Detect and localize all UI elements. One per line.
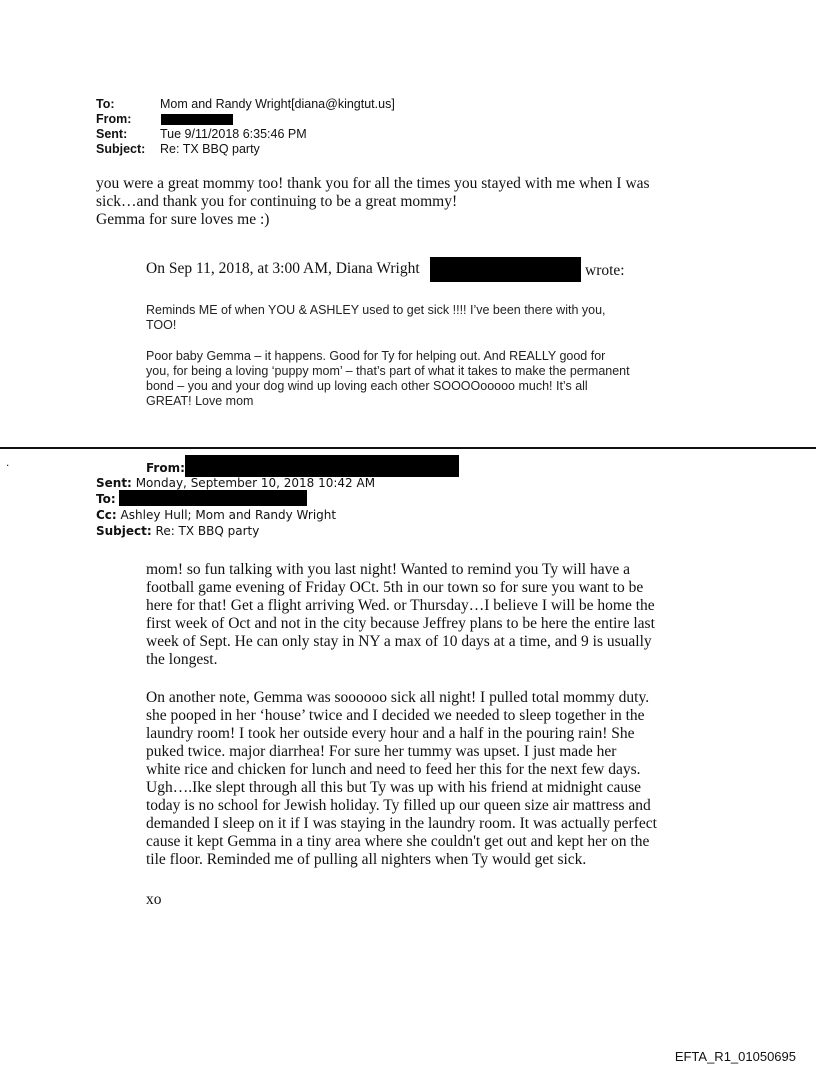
quote-paragraph-1: Reminds ME of when YOU & ASHLEY used to get sick !!!! I’ve been there with you, TOO! — [146, 303, 606, 332]
redaction-fwd-from — [185, 455, 459, 477]
original-paragraph-1: mom! so fun talking with you last night! Wanted to remind you Ty will have a football game evening of Friday OCt. 5th in our town so for sure you want to be here for that! Get a flight arriving Wed. or Thursday…I believe I will be home the first week of Oct and not in the city because Jeffrey plans to be here the entire last week of Sept. He can only stay in NY a max of 10 days at a time, and 9 is usually the longest. — [146, 561, 655, 668]
divider-line — [0, 447, 816, 449]
header-subject — [96, 142, 260, 157]
to-label: To: — [96, 97, 115, 111]
sent-label: Sent: — [96, 127, 128, 141]
quote-intro — [146, 259, 420, 279]
quote-intro-suffix: wrote: — [585, 262, 625, 279]
fwd-sent — [96, 476, 375, 490]
fwd-to-label: To: — [96, 492, 116, 506]
redaction-quote-email — [430, 257, 581, 282]
original-paragraph-2: On another note, Gemma was soooooo sick all night! I pulled total mommy duty. she pooped in her ‘house’ twice and I decided we needed to sleep together in the laundry room! I took her outside every hour and a half in the pouring rain! She puked twice. major diarrhea! For sure her tummy was upset. I just made her white rice and chicken for lunch and need to feed her this for the next few days. Ugh….Ike slept through all this but Ty was up with his friend at midnight cause today is no school for Jewish holiday. Ty filled up our queen size air mattress and demanded I sleep on it if I was staying in the laundry room. It was actually perfect cause it kept Gemma in a tiny area where she couldn't get out and kept her on the tile floor. Reminded me of pulling all nighters when Ty would get sick. — [146, 689, 657, 868]
sent-value: Tue 9/11/2018 6:35:46 PM — [160, 127, 307, 141]
quote-paragraph-2: Poor baby Gemma – it happens. Good for Ty for helping out. And REALLY good for you, for being a loving ‘puppy mom’ – that’s part of what it takes to make the permanent bond – you and your dog wind up loving each other SOOOOooooo much! It’s all GREAT! Love mom — [146, 349, 630, 408]
fwd-cc-value: Ashley Hull; Mom and Randy Wright — [120, 508, 337, 522]
redaction-fwd-to — [119, 490, 307, 506]
reply-body: you were a great mommy too! thank you for all the times you stayed with me when I was sick…and thank you for continuing to be a great mommy! Gemma for sure loves me :) — [96, 175, 650, 228]
from-label: From: — [96, 112, 132, 126]
divider-dot: . — [6, 455, 10, 469]
fwd-from-label: From: — [146, 461, 185, 475]
quote-intro-prefix: On Sep 11, 2018, at 3:00 AM, Diana Wright — [146, 260, 420, 277]
document-id: EFTA_R1_01050695 — [674, 1049, 796, 1064]
fwd-sent-value: Monday, September 10, 2018 10:42 AM — [135, 476, 376, 490]
to-value: Mom and Randy Wright[diana@kingtut.us] — [160, 97, 395, 111]
fwd-to — [96, 492, 116, 506]
header-sent — [96, 127, 307, 142]
fwd-subject — [96, 524, 259, 538]
fwd-from — [146, 461, 185, 475]
fwd-subject-label: Subject: — [96, 524, 152, 538]
fwd-cc — [96, 508, 336, 522]
header-from — [96, 112, 160, 127]
subject-label: Subject: — [96, 142, 146, 156]
original-signoff: xo — [146, 891, 162, 908]
header-to — [96, 97, 395, 112]
fwd-sent-label: Sent: — [96, 476, 132, 490]
fwd-subject-value: Re: TX BBQ party — [155, 524, 260, 538]
subject-value: Re: TX BBQ party — [160, 142, 260, 156]
fwd-cc-label: Cc: — [96, 508, 117, 522]
redaction-from — [161, 114, 233, 125]
